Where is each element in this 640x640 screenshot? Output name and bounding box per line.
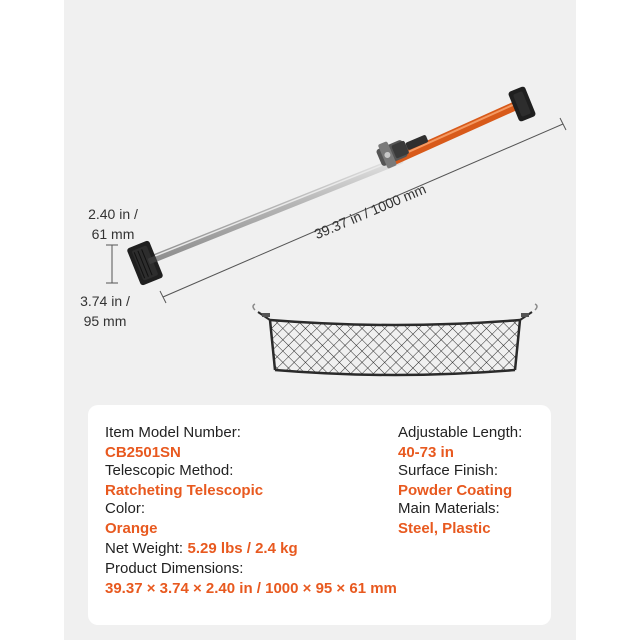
- finish-label: Surface Finish:: [398, 462, 499, 479]
- dimensions-value: 39.37 × 3.74 × 2.40 in / 1000 × 95 × 61 mm: [105, 580, 397, 597]
- width-label: [70, 291, 140, 331]
- spec-card: [88, 405, 551, 625]
- spec-method: [105, 461, 263, 501]
- length-label: 39.37 in / 1000 mm: [311, 180, 429, 243]
- spec-weight: [105, 539, 298, 559]
- length-label-spec: Adjustable Length:: [398, 424, 523, 441]
- model-label: Item Model Number:: [105, 424, 241, 441]
- height-label-line2: 61 mm: [91, 226, 135, 242]
- model-value: CB2501SN: [105, 444, 181, 461]
- method-value: Ratcheting Telescopic: [105, 482, 264, 499]
- materials-value: Steel, Plastic: [398, 520, 491, 537]
- dimensions-label: Product Dimensions:: [105, 560, 244, 577]
- width-label-line1: 3.74 in /: [80, 293, 130, 309]
- spec-color: [105, 499, 158, 539]
- spec-length: [398, 423, 522, 463]
- method-label: Telescopic Method:: [105, 462, 234, 479]
- spec-model: [105, 423, 241, 463]
- color-value: Orange: [105, 520, 158, 537]
- length-value: 40-73 in: [398, 444, 454, 461]
- cargo-bar-icon: [126, 86, 536, 286]
- finish-value: Powder Coating: [398, 482, 513, 499]
- color-label: Color:: [105, 500, 146, 517]
- height-dimension-line: [106, 245, 118, 283]
- cargo-net-icon: [253, 304, 537, 375]
- spec-dimensions: [105, 559, 397, 599]
- height-label-line1: 2.40 in /: [88, 206, 138, 222]
- height-label: [78, 204, 148, 244]
- weight-label: Net Weight:: [105, 540, 184, 557]
- spec-finish: [398, 461, 512, 501]
- weight-value: 5.29 lbs / 2.4 kg: [187, 540, 298, 557]
- spec-materials: [398, 499, 500, 539]
- materials-label: Main Materials:: [398, 500, 500, 517]
- width-label-line2: 95 mm: [83, 313, 127, 329]
